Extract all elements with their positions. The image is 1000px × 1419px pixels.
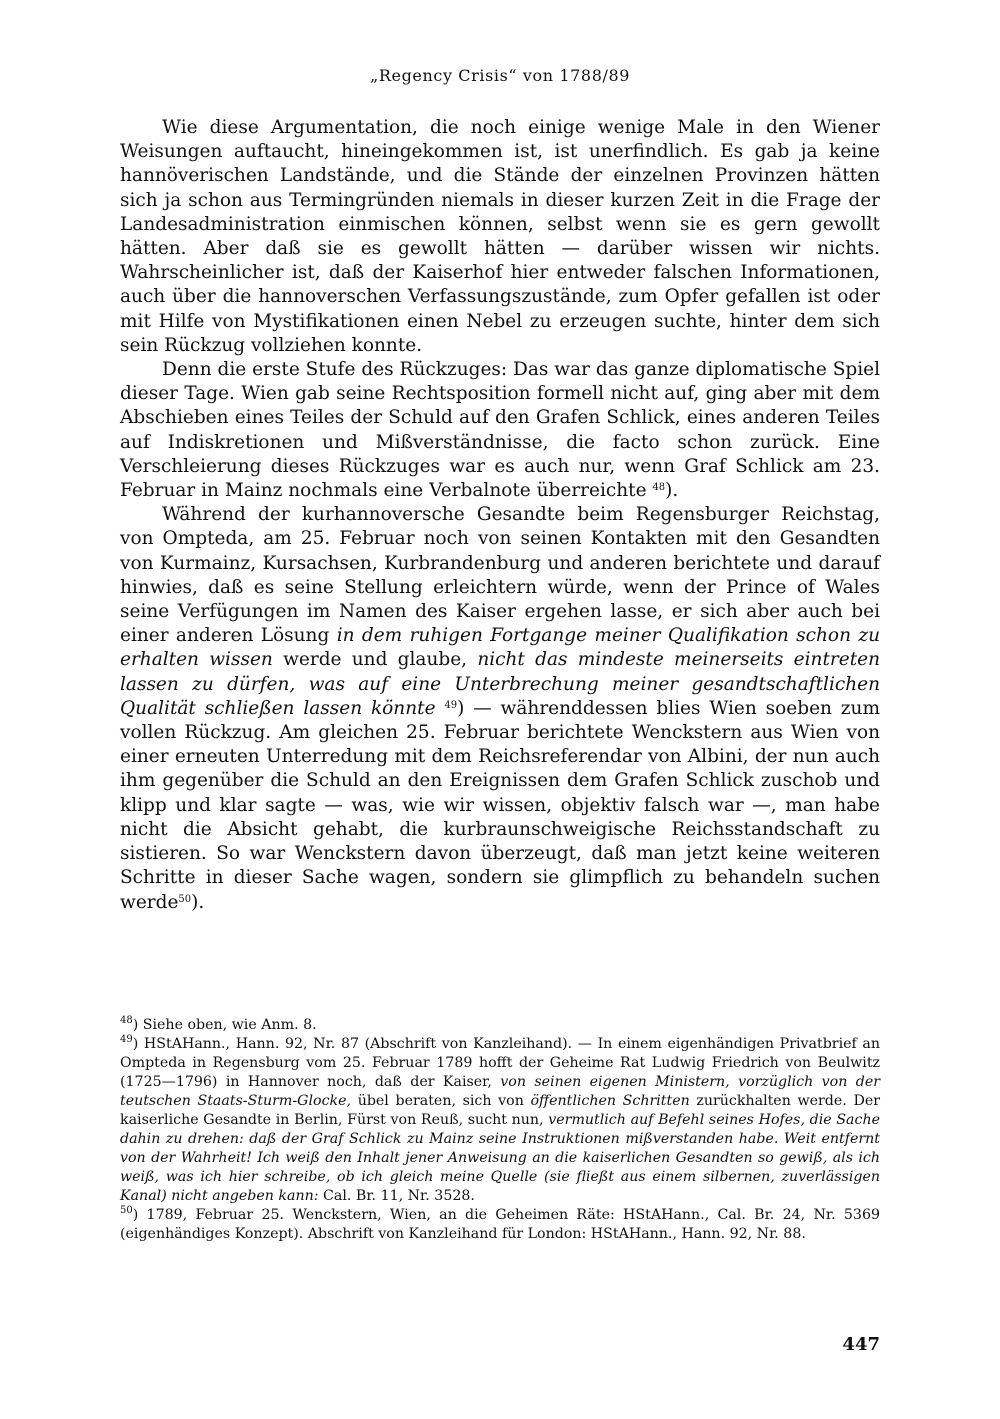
page-number: 447: [842, 1334, 880, 1355]
text-run: ) HStAHann., Hann. 92, Nr. 87 (Abschrift von Kanzleihand). — In einem eigenhändigen Privatbrief an Ompteda in Regensburg vom 25. Februar 1789 hofft der Geheime Rat Ludwig Friedrich von Beulwitz (1725—1796) in Hannover noch, daß der Kaiser,: [120, 1036, 880, 1090]
text-run: werde und glaube,: [272, 649, 478, 671]
text-run: ) — währenddessen blies Wien soeben zum vollen Rückzug. Am gleichen 25. Februar berichtete Wenckstern aus Wien von einer erneuten Unterredung mit dem Reichsreferendar von Albini, der nun auch ihm gegenüber die Schuld an den Ereignissen dem Grafen Schlick zuschob und klipp und klar sagte — was, wie wir wissen, objektiv falsch war —, man habe nicht die Absicht gehabt, die kurbraunschweigische Reichsstandschaft zu sistieren. So war Wenckstern davon überzeugt, daß man jetzt keine weiteren Schritte in dieser Sache wagen, sondern sie glimpflich zu behandeln suchen werde: [120, 697, 880, 913]
footnote-marker: 49: [444, 699, 458, 711]
text-run: Cal. Br. 11, Nr. 3528.: [318, 1188, 475, 1204]
footnote-marker: 50: [120, 1205, 133, 1216]
italic-quote: in dem ruhigen Fortgange meiner Qualifikation schon zu erhalten wissen: [120, 625, 881, 671]
italic-quote: öffentlichen Schritten: [530, 1093, 690, 1109]
text-run: ) 1789, Februar 25. Wenckstern, Wien, an die Geheimen Räte: HStAHann., Cal. Br. 24, Nr. 5369 (eigenhändiges Konzept). Abschrift von Kanzleihand für London: HStAHann., Hann. 92, Nr. 88.: [120, 1207, 880, 1242]
footnote-48: [120, 1016, 880, 1035]
footnote-marker: 48: [120, 1015, 133, 1026]
footnote-50: [120, 1206, 880, 1244]
footnote-marker: 49: [120, 1034, 133, 1045]
footnotes-section: [120, 1016, 880, 1244]
text-run: ) Siehe oben, wie Anm. 8.: [132, 1017, 317, 1033]
italic-quote: nicht das mindeste meinerseits eintreten lassen zu dürfen, was auf eine Unterbrechung meiner gesandtschaftlichen Qualität schließen lassen könnte: [120, 649, 880, 719]
paragraph: [120, 116, 880, 358]
text-run: Während der kurhannoversche Gesandte beim Regensburger Reichstag, von Ompteda, am 25. Februar noch von seinen Kontakten mit den Gesandten von Kurmainz, Kursachsen, Kurbrandenburg und anderen berichtete und darauf hinwies, daß es seine Stellung erleichtern würde, wenn der Prince of Wales seine Verfügungen im Namen des Kaiser ergehen lasse, er sich aber auch bei einer anderen Lösung: [120, 504, 880, 647]
italic-quote: von seinen eigenen Ministern, vorzüglich von der teutschen Staats-Sturm-Glocke,: [120, 1074, 881, 1109]
text-run: Wie diese Argumentation, die noch einige wenige Male in den Wiener Weisungen auftaucht, hineingekommen ist, ist unerfindlich. Es gab ja keine hannöverischen Landstände, und die Stände der einzelnen Provinzen hätten sich ja schon aus Termingründen niemals in dieser kurzen Zeit in die Frage der Landesadministration einmischen können, selbst wenn sie es gern gewollt hätten. Aber daß sie es gewollt hätten — darüber wissen wir nichts. Wahrscheinlicher ist, daß der Kaiserhof hier entweder falschen Informationen, auch über die hannoverschen Verfassungszustände, zum Opfer gefallen ist oder mit Hilfe von Mystifikationen einen Nebel zu erzeugen suchte, hinter dem sich sein Rückzug vollziehen konnte.: [120, 117, 880, 356]
footnote-marker: 50: [178, 893, 192, 905]
text-run: zurückhalten werde. Der kaiserliche Gesandte in Berlin, Fürst von Reuß, sucht nun,: [120, 1093, 881, 1128]
text-run: ).: [191, 891, 205, 913]
footnote-list: [120, 1016, 880, 1244]
paragraph: [120, 358, 880, 503]
running-header: „Regency Crisis“ von 1788/89: [369, 66, 631, 85]
footnote-marker: 48: [652, 482, 666, 494]
text-run: übel beraten, sich von: [351, 1093, 531, 1109]
paragraph: [120, 503, 880, 914]
italic-quote: vermutlich auf Befehl seines Hofes, die Sache dahin zu drehen: daß der Graf Schlick zu Mainz seine Instruktionen mißverstanden habe. Weit entfernt von der Wahrheit! Ich weiß den Inhalt jener Anweisung an die kaiserlichen Gesandten so gewiß, als ich weiß, was ich hier schreibe, ob ich gleich meine Quelle (sie fließt aus einem silbernen, zuverlässigen Kanal) nicht angeben kann:: [120, 1112, 880, 1204]
main-text: [120, 116, 880, 915]
footnote-49: [120, 1035, 880, 1206]
text-run: ).: [665, 480, 679, 502]
text-run: Denn die erste Stufe des Rückzuges: Das war das ganze diplomatische Spiel dieser Tage. Wien gab seine Rechtsposition formell nicht auf, ging aber mit dem Abschieben eines Teiles der Schuld auf den Grafen Schlick, eines anderen Teiles auf Indiskretionen und Mißverständnisse, die facto schon zurück. Eine Verschleierung dieses Rückzuges war es auch nur, wenn Graf Schlick am 23. Februar in Mainz nochmals eine Verbalnote überreichte: [120, 359, 880, 502]
